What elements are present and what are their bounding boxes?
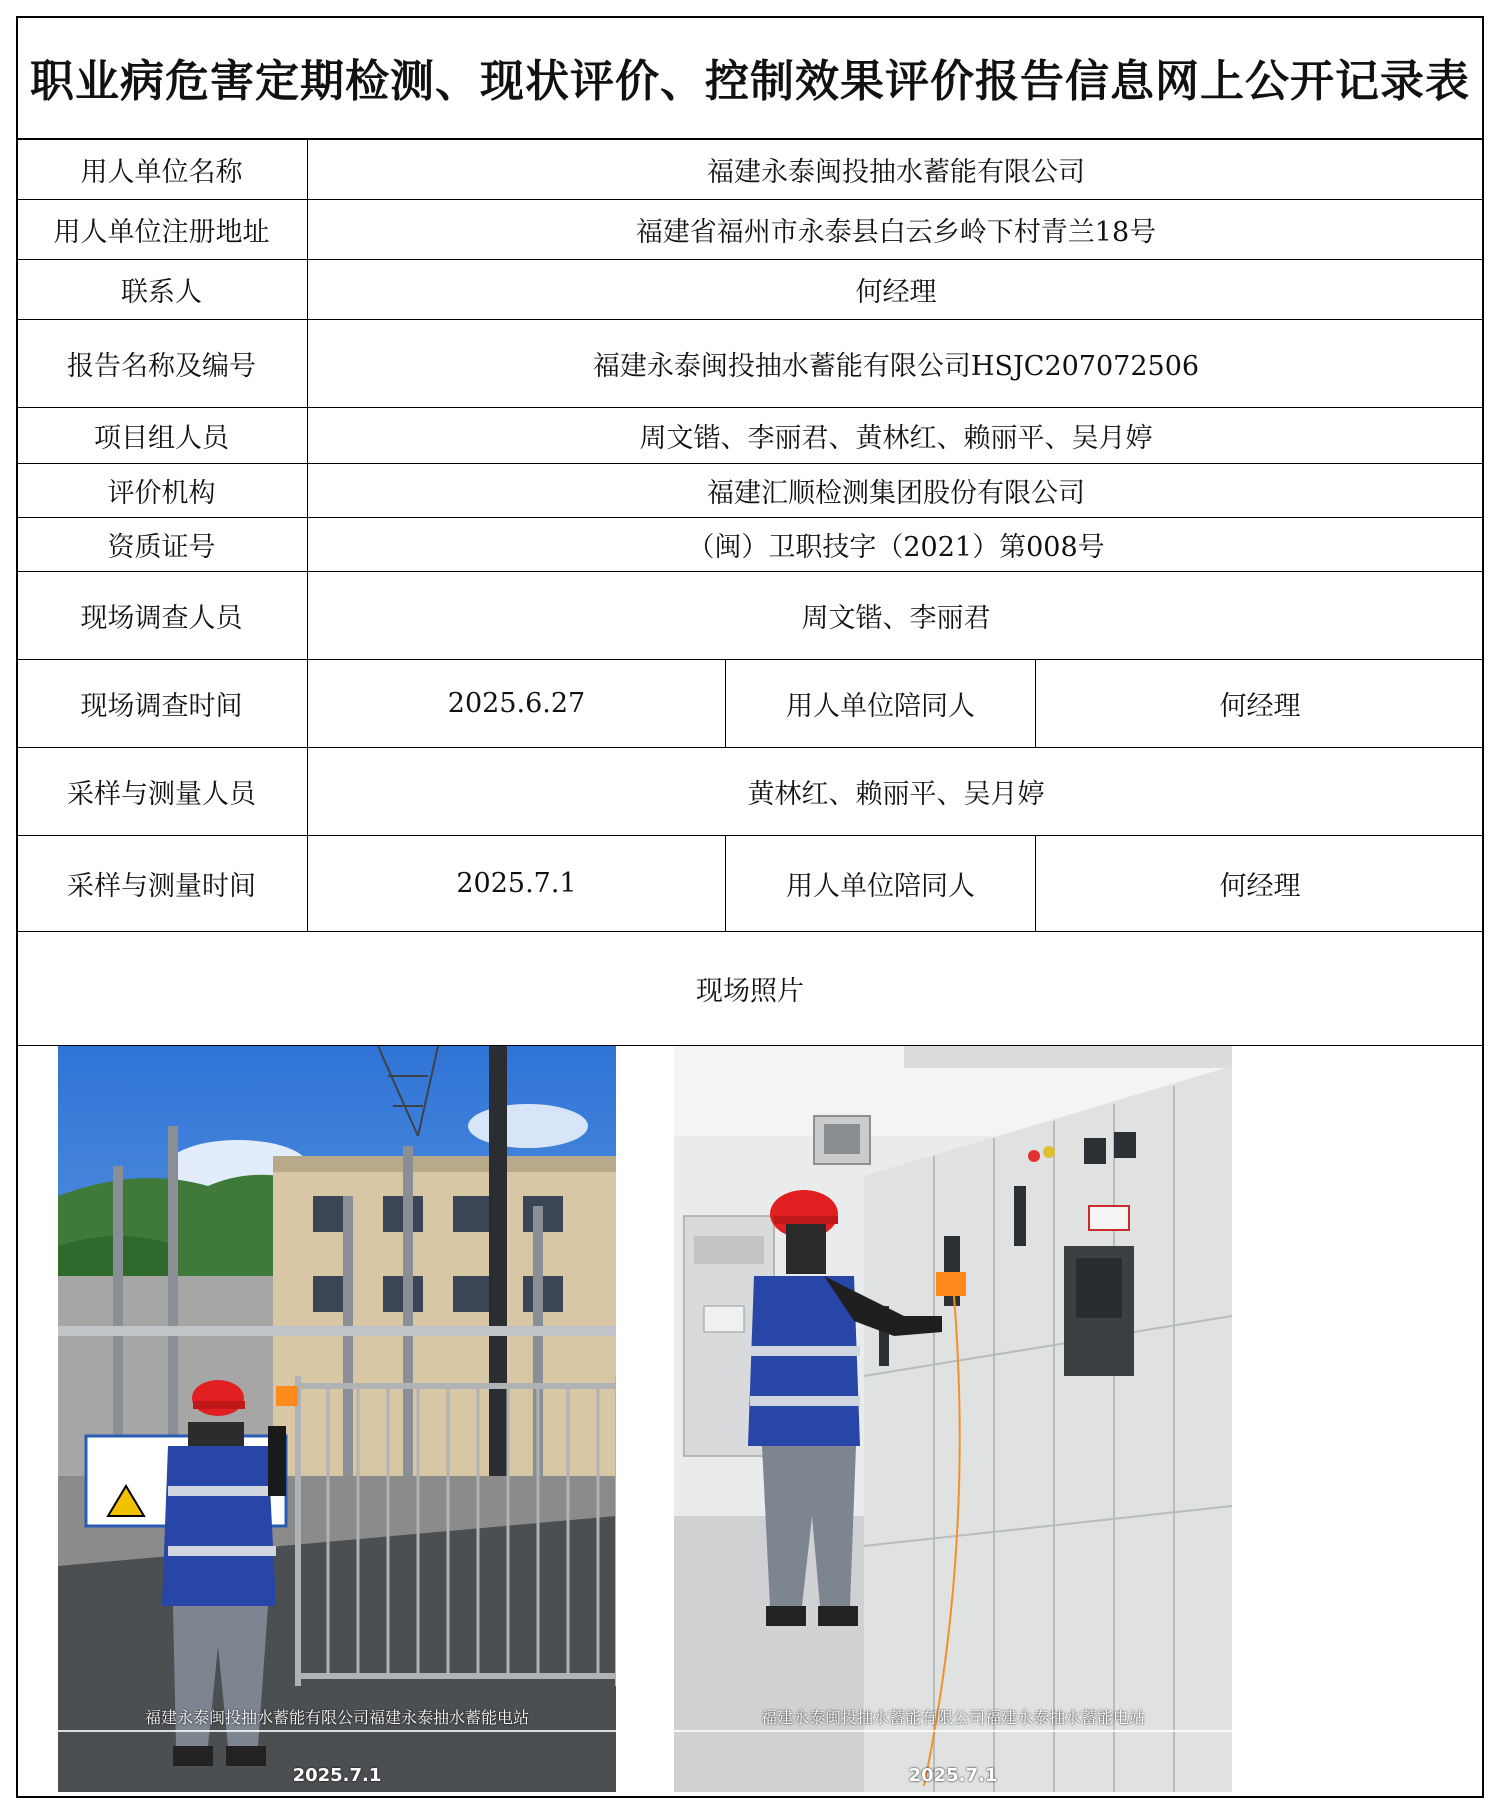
site-photo-substation bbox=[58, 1046, 616, 1792]
value-certificate: （闽）卫职技字（2021）第008号 bbox=[687, 532, 1105, 563]
row-employer-name bbox=[16, 140, 1484, 200]
label-sampling-staff: 采样与测量人员 bbox=[16, 748, 308, 835]
row-certificate bbox=[16, 518, 1484, 572]
value-report: 福建永泰闽投抽水蓄能有限公司HSJC207072506 bbox=[592, 351, 1200, 382]
value-contact: 何经理 bbox=[855, 277, 937, 308]
label-contact: 联系人 bbox=[16, 260, 308, 319]
row-survey-staff bbox=[16, 572, 1484, 660]
watermark-line bbox=[58, 1730, 616, 1732]
label-certificate: 资质证号 bbox=[16, 518, 308, 571]
value-team: 周文锴、李丽君、黄林红、赖丽平、吴月婷 bbox=[639, 423, 1153, 454]
label-employer-name: 用人单位名称 bbox=[16, 140, 308, 199]
switchgear-scene bbox=[674, 1046, 1232, 1792]
photo-watermark: 福建永泰闽投抽水蓄能有限公司福建永泰抽水蓄能电站 bbox=[144, 1708, 529, 1727]
value-agency: 福建汇顺检测集团股份有限公司 bbox=[707, 478, 1085, 509]
row-employer-address bbox=[16, 200, 1484, 260]
row-report bbox=[16, 320, 1484, 408]
label-report: 报告名称及编号 bbox=[16, 320, 308, 407]
label-photos: 现场照片 bbox=[696, 976, 804, 1007]
row-agency bbox=[16, 464, 1484, 518]
value-sampling-time: 2025.7.1 bbox=[308, 836, 726, 931]
label-team: 项目组人员 bbox=[16, 408, 308, 463]
label-survey-staff: 现场调查人员 bbox=[16, 572, 308, 659]
row-sampling-staff bbox=[16, 748, 1484, 836]
site-photo-switchgear bbox=[674, 1046, 1232, 1792]
row-contact bbox=[16, 260, 1484, 320]
row-sampling-time bbox=[16, 836, 1484, 932]
watermark-line bbox=[674, 1730, 1232, 1732]
photo-date: 2025.7.1 bbox=[908, 1765, 998, 1786]
label-sampling-time: 采样与测量时间 bbox=[16, 836, 308, 931]
value-sampling-companion: 何经理 bbox=[1219, 871, 1301, 902]
value-employer-address: 福建省福州市永泰县白云乡岭下村青兰18号 bbox=[635, 217, 1157, 248]
value-survey-time: 2025.6.27 bbox=[308, 660, 726, 747]
row-team bbox=[16, 408, 1484, 464]
photo-watermark: 福建永泰闽投抽水蓄能有限公司福建永泰抽水蓄能电站 bbox=[760, 1708, 1145, 1727]
value-sampling-staff: 黄林红、赖丽平、吴月婷 bbox=[747, 779, 1045, 810]
label-survey-companion: 用人单位陪同人 bbox=[726, 660, 1036, 747]
row-survey-time bbox=[16, 660, 1484, 748]
label-agency: 评价机构 bbox=[16, 464, 308, 517]
value-survey-companion: 何经理 bbox=[1219, 691, 1301, 722]
value-employer-name: 福建永泰闽投抽水蓄能有限公司 bbox=[707, 157, 1085, 188]
label-employer-address: 用人单位注册地址 bbox=[16, 200, 308, 259]
label-survey-time: 现场调查时间 bbox=[16, 660, 308, 747]
row-photos-header bbox=[16, 932, 1484, 1046]
value-survey-staff: 周文锴、李丽君 bbox=[801, 603, 991, 634]
photo-date: 2025.7.1 bbox=[292, 1765, 382, 1786]
label-sampling-companion: 用人单位陪同人 bbox=[726, 836, 1036, 931]
page-title: 职业病危害定期检测、现状评价、控制效果评价报告信息网上公开记录表 bbox=[16, 16, 1484, 140]
substation-scene bbox=[58, 1046, 616, 1792]
